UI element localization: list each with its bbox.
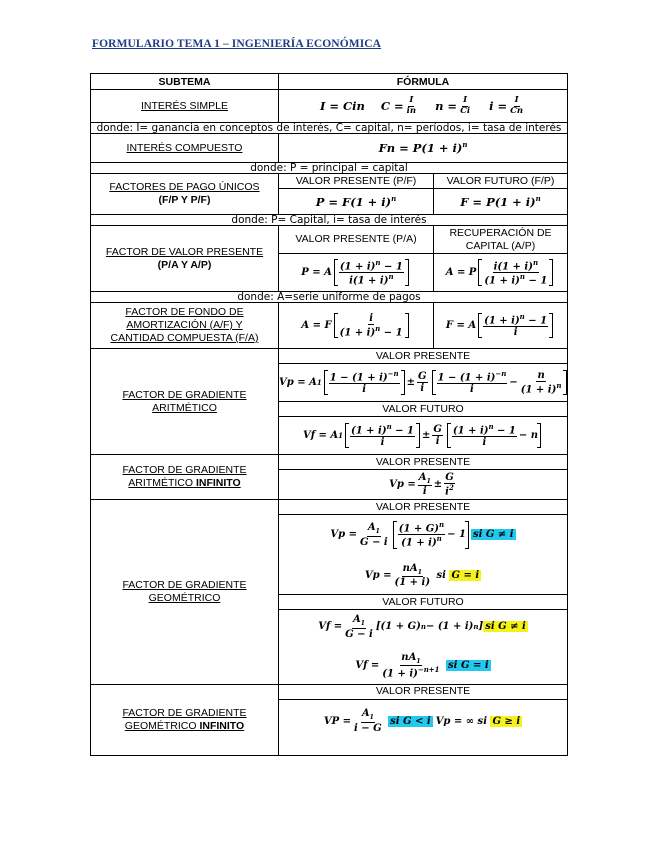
cond-vp-neq: si G ≠ i	[472, 529, 514, 541]
label-interes-compuesto: INTERÉS COMPUESTO	[91, 134, 279, 163]
label-line: FACTOR DE GRADIENTE	[122, 388, 247, 401]
label-grad-geo-inf	[91, 684, 279, 755]
note-compuesto: donde: P = principal = capital	[91, 163, 568, 174]
label-line: (P/A Y A/P)	[157, 258, 212, 271]
sub-recuperacion-ap: RECUPERACIÓN DE CAPITAL (A/P)	[434, 226, 568, 254]
row-interes-compuesto	[91, 134, 568, 163]
label-line: FACTOR DE GRADIENTE	[122, 578, 247, 591]
formula-interes-simple: I = Cin C = I in n = I Ci i = I Cn	[279, 90, 568, 123]
sub-valor-futuro-fp: VALOR FUTURO (F/P)	[434, 174, 568, 189]
label-line: ARITMÉTICO	[152, 401, 217, 414]
formula-grad-arit-vp: Vp = A 1 $1 - (1 + i)^{-n}$ i ± G i $1 - (1 + i)^{-n}$ i − n $(1 + i)^n$	[279, 364, 568, 402]
note-valor-presente: donde: A=serie uniforme de pagos	[91, 292, 568, 303]
formula-grad-arit-vf: Vf = A 1 $(1 + i)^n - 1$ i ± G i $(1 + i)^n - 1$ i − n	[279, 417, 568, 455]
header-subtema: SUBTEMA	[91, 74, 279, 90]
label-line: CANTIDAD COMPUESTA (F/A)	[110, 332, 259, 344]
sub-grad-geo-inf-vp: VALOR PRESENTE	[279, 684, 568, 699]
label-line: ARITMÉTICO	[128, 477, 194, 489]
label-line: (F/P Y P/F)	[158, 194, 211, 206]
formula-interes-compuesto: $Fn = P(1 + i)^n$	[279, 134, 568, 163]
label-bold: INFINITO	[199, 719, 245, 732]
row-grad-geo-sub1	[91, 500, 568, 515]
formula-grad-arit-inf: Vp = $A_1$ i ± G $i^2$	[279, 470, 568, 500]
row-grad-arit-sub1	[91, 349, 568, 364]
note-simple: donde: I= ganancia en conceptos de interés, C= capital, n= períodos, i= tasa de interés	[91, 123, 568, 134]
sub-valor-presente-pf: VALOR PRESENTE (P/F)	[279, 174, 434, 189]
cond-ge: G ≥ i	[492, 715, 521, 727]
row-interes-simple	[91, 90, 568, 123]
note-row	[91, 123, 568, 134]
note-row	[91, 292, 568, 303]
sub-grad-geo-vf: VALOR FUTURO	[279, 595, 568, 610]
page-title: FORMULARIO TEMA 1 – INGENIERÍA ECONÓMICA	[92, 38, 382, 50]
formula-table	[90, 73, 568, 756]
row-valor-presente-sub	[91, 226, 568, 254]
formula-grad-geo-inf: VP = $A_1$ i − G si G < i Vp = ∞ si G ≥ i	[279, 699, 568, 755]
label-pago-unico	[91, 174, 279, 215]
label-grad-arit-inf	[91, 455, 279, 500]
label-grad-arit	[91, 349, 279, 455]
row-fondo-amortizacion	[91, 303, 568, 349]
label-line: FACTOR DE FONDO DE	[125, 306, 244, 318]
label-line: FACTOR DE GRADIENTE	[122, 706, 247, 719]
header-formula: FÓRMULA	[279, 74, 568, 90]
label-fondo-amortizacion	[91, 303, 279, 349]
label-valor-presente	[91, 226, 279, 292]
cond-vf-neq: si G ≠ i	[485, 621, 526, 633]
table-header-row	[91, 74, 568, 90]
row-grad-geo-inf-sub	[91, 684, 568, 699]
cond-vf-eq: si G = i	[448, 660, 489, 672]
formula-grad-geo-vp: Vp = $A_1$ G − i $(1 + G)^n$ $(1 + i)^n$ − 1 si G ≠ i Vp = $nA_1$ (1 + i) si G = i	[279, 515, 568, 595]
formula-pa: P = A $(1 + i)^n - 1$ $i(1 + i)^n$	[279, 254, 434, 292]
label-line: FACTOR DE VALOR PRESENTE	[105, 245, 264, 258]
label-line: AMORTIZACIÓN (A/F) Y	[126, 319, 243, 331]
formula-fp: $F = P(1 + i)^n$	[434, 189, 568, 215]
note-pago-unico: donde: P= Capital, i= tasa de interés	[91, 215, 568, 226]
label-interes-simple: INTERÉS SIMPLE	[91, 90, 279, 123]
label-line: GEOMÉTRICO	[148, 591, 221, 604]
label-line: FACTOR DE GRADIENTE	[122, 464, 247, 476]
formula-fa: F = A $(1 + i)^n - 1$ i	[434, 303, 568, 349]
label-grad-geo	[91, 500, 279, 685]
cond-lt: si G < i	[390, 715, 431, 727]
formula-af: A = F i $(1 + i)^n - 1$	[279, 303, 434, 349]
row-pago-unico-sub	[91, 174, 568, 189]
sub-grad-arit-inf-vp: VALOR PRESENTE	[279, 455, 568, 470]
note-row	[91, 215, 568, 226]
sub-grad-arit-vp: VALOR PRESENTE	[279, 349, 568, 364]
note-row	[91, 163, 568, 174]
label-line: FACTORES DE PAGO ÚNICOS	[109, 181, 260, 193]
formula-grad-geo-vf: Vf = $A_1$ G − i [(1 + G) n − (1 + i) n ] si G ≠ i Vf = $nA_1$ $(1 + i)^{-n+1}$ si G = i	[279, 610, 568, 685]
sub-valor-presente-pa: VALOR PRESENTE (P/A)	[279, 226, 434, 254]
sub-grad-geo-vp: VALOR PRESENTE	[279, 500, 568, 515]
row-grad-arit-inf-sub	[91, 455, 568, 470]
label-bold: INFINITO	[195, 477, 241, 489]
formula-pf: $P = F(1 + i)^n$	[279, 189, 434, 215]
label-line: GEOMÉTRICO	[124, 719, 197, 732]
sub-grad-arit-vf: VALOR FUTURO	[279, 402, 568, 417]
formula-ap: A = P $i(1 + i)^n$ $(1 + i)^n - 1$	[434, 254, 568, 292]
cond-vp-eq: G = i	[451, 569, 480, 581]
